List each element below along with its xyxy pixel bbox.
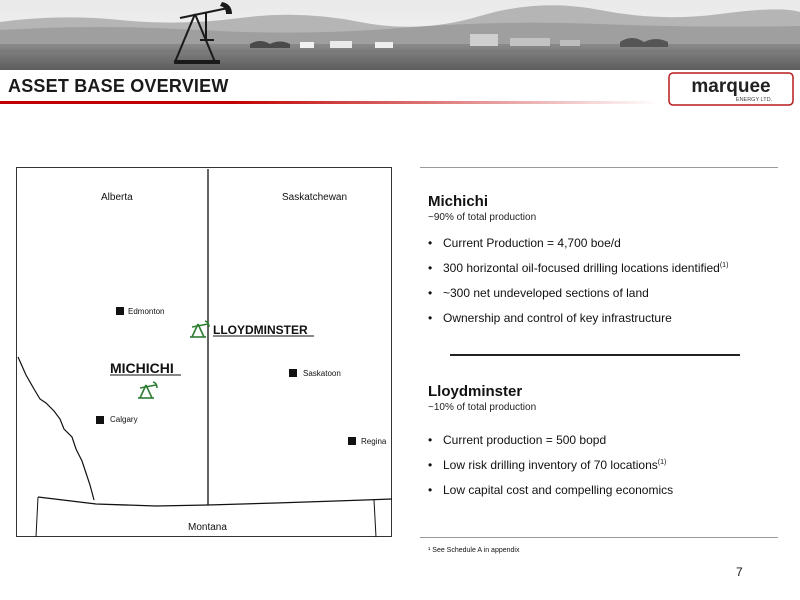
bottom-divider [420, 537, 778, 538]
michichi-bullet-list [428, 236, 778, 336]
title-underline [0, 101, 660, 104]
city-marker-regina [348, 437, 356, 445]
marquee-energy-logo [668, 72, 794, 106]
asset-label-lloydminster: LLOYDMINSTER [213, 323, 308, 337]
list-item: • 300 horizontal oil-focused drilling locations identified$^{(1)}$ [428, 261, 778, 286]
top-divider [420, 167, 778, 168]
list-item: • Low capital cost and compelling economics [428, 483, 778, 508]
svg-text:ENERGY LTD.: ENERGY LTD. [735, 97, 773, 103]
section-divider [450, 354, 740, 356]
city-label-edmonton: Edmonton [128, 307, 165, 316]
list-item: • Low risk drilling inventory of 70 locations$^{(1)}$ [428, 458, 778, 483]
asset-label-michichi: MICHICHI [110, 360, 174, 376]
lloydminster-subtitle: ~10% of total production [428, 402, 537, 413]
city-label-calgary: Calgary [110, 415, 138, 424]
label-saskatchewan: Saskatchewan [282, 192, 348, 203]
lloydminster-section [428, 383, 778, 508]
svg-text:marquee: marquee [691, 76, 771, 97]
michichi-subtitle: ~90% of total production [428, 212, 537, 223]
label-alberta: Alberta [101, 192, 133, 203]
list-item: • Current Production = 4,700 boe/d [428, 236, 778, 261]
page-title: ASSET BASE OVERVIEW [8, 76, 229, 96]
city-label-saskatoon: Saskatoon [303, 369, 341, 378]
list-item: • ~300 net undeveloped sections of land [428, 286, 778, 311]
list-item: • Current production = 500 bopd [428, 433, 778, 458]
asset-map [16, 167, 392, 537]
prairie-banner-image [0, 0, 800, 70]
city-marker-saskatoon [289, 369, 297, 377]
page-number: 7 [736, 565, 743, 579]
footnote: ¹ See Schedule A in appendix [428, 547, 520, 554]
label-montana: Montana [188, 522, 227, 533]
city-marker-calgary [96, 416, 104, 424]
lloydminster-title: Lloydminster [428, 383, 523, 400]
city-marker-edmonton [116, 307, 124, 315]
lloydminster-bullet-list [428, 433, 778, 508]
city-label-regina: Regina [361, 437, 387, 446]
list-item: • Ownership and control of key infrastructure [428, 311, 778, 336]
michichi-section [428, 193, 778, 336]
michichi-title: Michichi [428, 193, 489, 210]
